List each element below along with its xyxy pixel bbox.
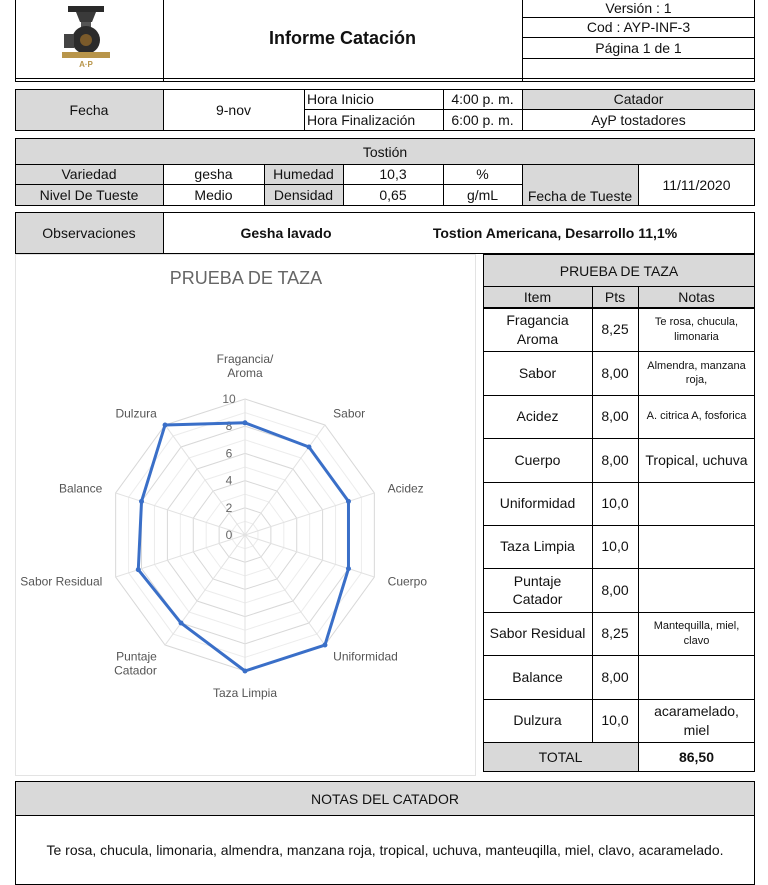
chart-title: PRUEBA DE TAZA <box>169 267 323 288</box>
item-cell: Dulzura <box>513 712 562 729</box>
notas-cell: Tropical, uchuva <box>645 451 748 468</box>
notas-cell <box>642 568 751 612</box>
pts-cell: 10,0 <box>601 495 629 512</box>
data-point <box>179 621 184 626</box>
category-label: Cuerpo <box>387 574 428 589</box>
observaciones-text-2: Tostion Americana, Desarrollo 11,1% <box>432 225 678 241</box>
tick-label: 8 <box>225 419 233 434</box>
data-point <box>322 643 327 648</box>
variedad-label: Variedad <box>61 166 117 182</box>
category-label: Fragancia/ Aroma <box>216 352 274 380</box>
notas-cell: Mantequilla, miel, clavo <box>653 620 740 647</box>
item-cell: Taza Limpia <box>500 538 575 555</box>
item-cell: Sabor <box>518 364 557 381</box>
category-label: Acidez <box>387 481 424 496</box>
item-cell: Puntaje Catador <box>512 572 563 607</box>
tick-label: 6 <box>225 446 233 461</box>
notas-cell <box>642 525 751 568</box>
catador-label: Catador <box>613 91 664 107</box>
data-point <box>136 567 141 572</box>
score-table-title: PRUEBA DE TAZA <box>559 262 679 279</box>
densidad-unit: g/mL <box>466 187 499 203</box>
item-cell: Fragancia Aroma <box>506 312 569 347</box>
notas-cell <box>642 482 751 525</box>
notas-text: Te rosa, chucula, limonaria, almendra, manzana roja, tropical, uchuva, manteuqilla, miel, clavo, acaramelado. <box>46 842 724 858</box>
tostion-title: Tostión <box>362 143 408 160</box>
tick-label: 4 <box>225 473 233 488</box>
notas-title: NOTAS DEL CATADOR <box>310 790 460 807</box>
header-pts: Pts <box>604 289 626 305</box>
observaciones-label: Observaciones <box>42 225 136 241</box>
fecha-value: 9-nov <box>215 102 252 118</box>
category-label: Dulzura <box>115 406 157 421</box>
item-cell: Sabor Residual <box>489 625 586 642</box>
pts-cell: 8,25 <box>601 625 629 642</box>
notas-cell <box>642 655 751 699</box>
category-label: Balance <box>58 481 103 496</box>
category-label: Uniformidad <box>333 649 398 664</box>
page-label: Página 1 de 1 <box>595 39 682 56</box>
notas-cell: acaramelado, miel <box>654 703 739 738</box>
densidad-value: 0,65 <box>379 187 407 203</box>
spoke-line <box>245 425 325 535</box>
code-label: Cod : AYP-INF-3 <box>586 19 691 35</box>
tick-label: 10 <box>222 392 236 406</box>
catador-value: AyP tostadores <box>591 112 686 128</box>
category-label: Sabor <box>333 406 366 421</box>
pts-cell: 8,00 <box>601 408 629 425</box>
data-point <box>163 422 168 427</box>
pts-cell: 10,0 <box>601 538 629 555</box>
pts-cell: 10,0 <box>601 712 629 729</box>
header-item: Item <box>523 289 552 305</box>
spoke-line <box>165 425 245 535</box>
data-point <box>306 444 311 449</box>
total-label: TOTAL <box>538 749 583 765</box>
notas-cell: Almendra, manzana roja, <box>647 359 746 386</box>
pts-cell: 8,25 <box>601 321 629 338</box>
item-cell: Balance <box>512 668 563 685</box>
data-point <box>346 499 351 504</box>
densidad-label: Densidad <box>273 187 334 203</box>
notas-cell: A. citrica A, fosforica <box>646 410 747 423</box>
item-cell: Acidez <box>516 408 559 425</box>
data-point <box>346 566 351 571</box>
category-label: Taza Limpia <box>212 686 278 700</box>
hora-fin-label: Hora Finalización <box>307 112 416 128</box>
header-notas: Notas <box>678 289 715 305</box>
data-point <box>243 669 248 674</box>
hora-inicio-label: Hora Inicio <box>307 91 374 107</box>
pts-cell: 8,00 <box>601 581 629 598</box>
version-label: Versión : 1 <box>605 0 672 16</box>
item-cell: Cuerpo <box>514 451 561 468</box>
item-cell: Uniformidad <box>499 495 576 512</box>
report-title: Informe Catación <box>268 27 417 48</box>
data-point <box>243 420 248 425</box>
fecha-label: Fecha <box>69 102 109 118</box>
humedad-label: Humedad <box>273 166 334 182</box>
hora-inicio-value: 4:00 p. m. <box>451 91 514 107</box>
observaciones-text-1: Gesha lavado <box>240 225 332 241</box>
category-label: Puntaje Catador <box>114 649 157 678</box>
pts-cell: 8,00 <box>601 364 629 381</box>
notas-cell: Te rosa, chucula, limonaria <box>654 316 739 343</box>
tick-label: 0 <box>225 528 233 542</box>
nivel-label: Nivel De Tueste <box>39 187 139 203</box>
tick-label: 2 <box>225 500 233 515</box>
fecha-tueste-value: 11/11/2020 <box>662 177 731 193</box>
spoke-line <box>165 535 245 645</box>
pts-cell: 8,00 <box>601 668 629 685</box>
data-point <box>139 499 144 504</box>
variedad-value: gesha <box>194 166 233 182</box>
pts-cell: 8,00 <box>601 451 629 468</box>
logo-text: A·P <box>79 60 93 69</box>
humedad-value: 10,3 <box>379 166 407 182</box>
fecha-tueste-label: Fecha de Tueste <box>527 188 633 204</box>
hora-fin-value: 6:00 p. m. <box>451 112 514 128</box>
total-value: 86,50 <box>678 749 715 765</box>
spoke-line <box>245 535 325 645</box>
humedad-unit: % <box>476 166 489 182</box>
category-label: Sabor Residual <box>20 574 103 589</box>
nivel-value: Medio <box>194 187 233 203</box>
